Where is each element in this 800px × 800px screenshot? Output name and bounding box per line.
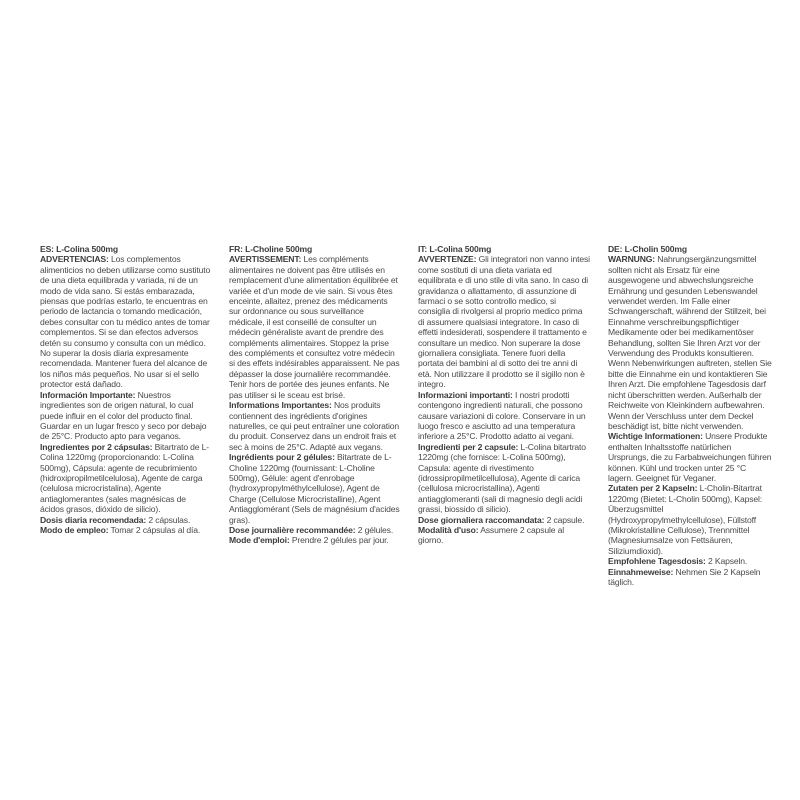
section-text: Tomar 2 cápsulas al día. [110,524,201,535]
section-text: 2 capsule. [546,514,585,525]
section-text: Assumere 2 capsule al giorno. [418,524,564,546]
section-text: Bitartrate de L-Choline 1220mg (fournissant: L-Choline 500mg), Gélule: agent d'enrobage (hydroxypropylméthylcellulose), Agent de Charge (Cellulose Microcristalline), Agent Antiagglomérant (Sels de magnésium d'acides gras). [229,452,400,525]
column-es [40,244,212,535]
section-text: Nuestros ingredientes son de origen natural, lo cual puede influir en el color del producto final. Guardar en un lugar fresco y seco por debajo de 25°C. Producto apto para veganos. [40,389,207,442]
section-heading: AVERTISSEMENT: [229,254,302,265]
column-it [418,244,590,546]
section-text: Nahrungsergänzungsmittel sollten nicht als Ersatz für eine ausgewogene und abwechslungsreiche Ernährung und gesunden Lebenswandel verwendet werden. Im Falle einer Schwangerschaft, während der Stillzeit, bei Einnahme verschreibungspflichtiger Medikamente oder bei medikamentöser Behandlung, sollten Sie Ihren Arzt vor der Verwendung des Produkts konsultieren. Wenn Nebenwirkungen auftreten, stellen Sie bitte die Einnahme ein und kontaktieren Sie Ihren Arzt. Die empfohlene Tagesdosis darf nicht überschritten werden. Außerhalb der Reichweite von Kleinkindern aufbewahren. Wenn der Verschluss unter dem Deckel beschädigt ist, bitte nicht verwenden. [608,254,772,431]
section-heading: Ingredientes por 2 cápsulas: [40,441,153,452]
directions-paragraph [418,525,590,546]
section-text: L-Cholin-Bitartrat 1220mg (Bietet: L-Cholin 500mg), Kapsel: Überzugsmittel (Hydroxypropylmethylcellulose), Füllstoff (Mikrokristalline Cellulose), Trennmittel (Magnesiumsalze von Fettsäuren, Siliziumdioxid). [608,483,763,556]
section-heading: Empfohlene Tagesdosis: [608,556,706,567]
section-heading: AVVERTENZE: [418,254,477,265]
important-info-paragraph [418,390,590,442]
directions-paragraph [608,567,772,588]
section-heading: Modo de empleo: [40,524,109,535]
warnings-paragraph [418,254,590,389]
section-heading: Ingredienti per 2 capsule: [418,441,519,452]
important-info-paragraph [229,400,401,452]
section-heading: Dose journalière recommandée: [229,524,356,535]
warnings-paragraph [40,254,212,389]
column-title: FR: L-Choline 500mg [229,244,313,254]
ingredients-paragraph [608,483,772,556]
warnings-paragraph [229,254,401,400]
section-text: 2 cápsulas. [148,514,191,525]
ingredients-paragraph [229,452,401,525]
section-heading: Dose giornaliera raccomandata: [418,514,545,525]
section-heading: Modalità d'uso: [418,524,479,535]
section-heading: Dosis diaria recomendada: [40,514,147,525]
column-title: ES: L-Colina 500mg [40,244,119,254]
section-text: Bitartrato de L-Colina 1220mg (proporcionando: L-Colina 500mg), Cápsula: agente de recubrimiento (hidroxipropilmetilcelulosa), Agente de carga (celulosa microcristalina), Agente antiaglomerantes (sales magnésicas de ácidos grasos, dióxido de silicio). [40,441,210,515]
section-heading: Ingrédients pour 2 gélules: [229,452,335,463]
ingredients-paragraph [40,442,212,515]
warnings-paragraph [608,254,772,431]
section-text: Los complementos alimenticios no deben utilizarse como sustituto de una dieta equilibrada y variada, ni de un modo de vida sano. Si estás embarazada, piensas que podrías estarlo, te encuentras en periodo de lactancia o tomando medicación, debes consultar con tu médico antes de tomar complementos. Si se dan efectos adversos detén su consumo y consulta con un médico. No superar la dosis diaria expresamente recomendada. Mantener fuera del alcance de los niños más pequeños. No usar si el sello protector está dañado. [40,254,211,390]
section-heading: Zutaten per 2 Kapseln: [608,483,698,494]
section-heading: Informazioni importanti: [418,389,513,400]
section-text: I nostri prodotti contengono ingredienti naturali, che possono causare variazioni di colore. Conservare in un luogo fresco e asciutto ad una temperatura inferiore a 25°C. Prodotto adatto ai vegani. [418,389,586,442]
section-text: 2 Kapseln. [708,556,748,567]
daily-dose-paragraph [608,556,772,566]
column-de [608,244,772,587]
section-heading: Wichtige Informationen: [608,431,703,442]
daily-dose-paragraph [40,515,212,525]
section-heading: Mode d'emploi: [229,535,290,546]
section-text: L-Colina bitartrato 1220mg (che fornisce: L-Colina 500mg), Capsula: agente di rivestimento (idrossipropilmetilcellulosa), Agente di carica (cellulosa microcristallina), Agenti antiagglomeranti (sali di magnesio degli acidi grassi, biossido di silicio). [418,441,586,515]
section-text: Nehmen Sie 2 Kapseln täglich. [608,566,761,587]
section-heading: ADVERTENCIAS: [40,254,109,265]
section-text: 2 gélules. [357,524,394,535]
daily-dose-paragraph [418,515,590,525]
section-text: Nos produits contiennent des ingrédients d'origines naturelles, ce qui peut entraîner une coloration du produit. Conservez dans un endroit frais et sec à moins de 25°C. Adapté aux vegans. [229,400,400,452]
column-fr [229,244,401,546]
directions-paragraph [229,535,401,545]
column-title: DE: L-Cholin 500mg [608,244,687,254]
section-text: Les compléments alimentaires ne doivent pas être utilisés en remplacement d'une alimentation équilibrée et variée et d'un mode de vie sain. Si vous êtes enceinte, allaitez, prenez des médicaments sur ordonnance ou sous surveillance médicale, il est conseillé de consulter un médecin généraliste avant de prendre des compléments alimentaires. Stoppez la prise des compléments et consultez votre médecin si des effets indésirables apparaissent. Ne pas dépasser la dose journalière recommandée. Tenir hors de portée des jeunes enfants. Ne pas utiliser si le sceau est brisé. [229,254,400,400]
section-heading: WARNUNG: [608,254,656,265]
important-info-paragraph [608,431,772,483]
important-info-paragraph [40,390,212,442]
section-text: Prendre 2 gélules par jour. [291,535,389,546]
ingredients-paragraph [418,442,590,515]
section-text: Unsere Produkte enthalten Inhaltsstoffe natürlichen Ursprungs, die zu Farbabweichungen führen können. Kühl und trocken unter 25 °C lagern. Geeignet für Veganer. [608,431,772,483]
column-title: IT: L-Colina 500mg [418,244,492,254]
directions-paragraph [40,525,212,535]
section-heading: Einnahmeweise: [608,566,674,577]
section-heading: Información Importante: [40,389,136,400]
section-text: Gli integratori non vanno intesi come sostituti di una dieta variata ed equilibrata e di uno stile di vita sano. In caso di gravidanza o allattamento, di assunzione di farmaci o se sotto controllo medico, si consiglia di rivolgersi al proprio medico prima di assumere qualsiasi integratore. In caso di effetti indesiderati, sospendere il trattamento e consultare un medico. Non superare la dose giornaliera consigliata. Tenere fuori della portata dei bambini al di sotto dei tre anni di età. Non utilizzare il prodotto se il sigillo non è integro. [418,254,590,390]
daily-dose-paragraph [229,525,401,535]
section-heading: Informations Importantes: [229,400,332,411]
